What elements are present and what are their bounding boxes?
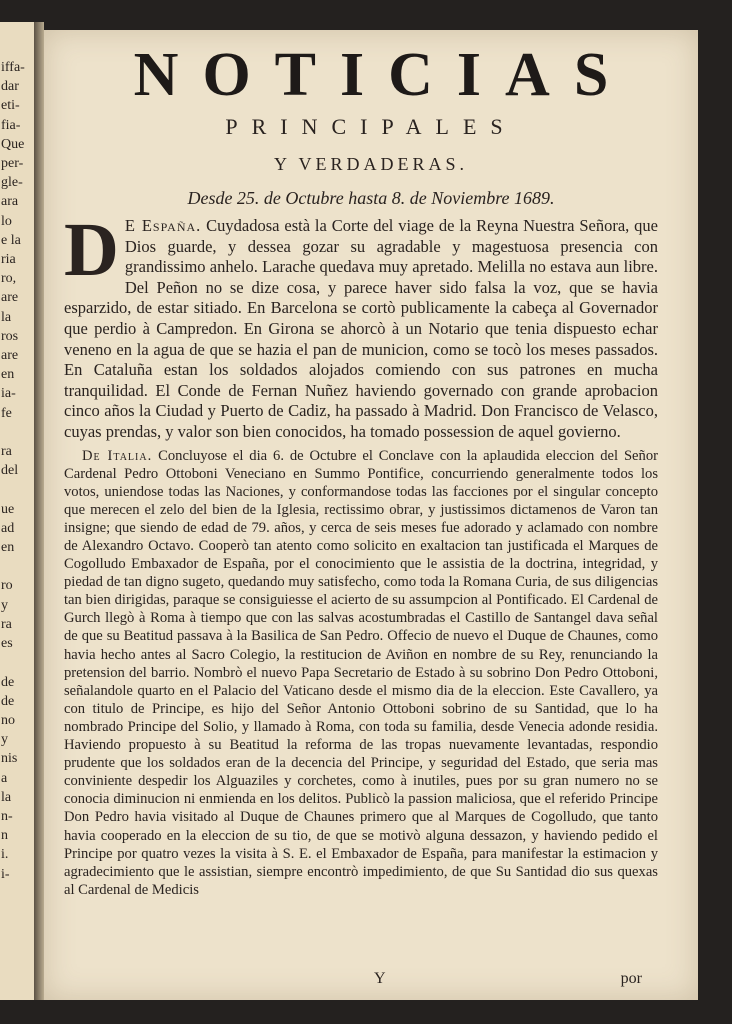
signature-mark: Y: [374, 970, 386, 987]
italy-paragraph: [64, 447, 658, 899]
spain-text: Cuydadosa està la Corte del viage de la Reyna Nuestra Señora, que Dios guarde, y dessea gozar su agradable y magestuosa presencia con grandissimo anhelo. Larache quedava muy apretado. Melilla no estava aun libre. Del Peñon no se dize cosa, y parece haver sido falsa la voz, que se havia esparzido, de estar sitiado. En Barcelona se cortò publicamente la cabeça al Governador que perdio à Campredon. En Girona se ahorcò à un Notario que tenia dispuesto echar veneno en la agua de que se hazia el pan de municion, como se tocò los meses passados. En Cataluña estan los soldados alojados comiendo con sus patrones en mucha tranquilidad. El Conde de Fernan Nuñez haviendo governado con grande aprobacion cinco años la Ciudad y Puerto de Cadiz, ha passado à Madrid. Don Francisco de Velasco, cuyas prendas, y valor son bien conocidos, ha tomado possession de aquel govierno.: [64, 216, 658, 441]
gazette-page: [44, 30, 698, 1000]
spain-paragraph: [64, 208, 658, 443]
article-body: [64, 208, 658, 913]
masthead-title: NOTICIAS: [133, 41, 633, 109]
dateline: Desde 25. de Octubre hasta 8. de Noviembre 1689.: [187, 188, 555, 208]
drop-cap: D: [64, 208, 119, 292]
facing-page-edge: [0, 22, 37, 1000]
facing-page-fragments: iffa- dar eti- fia- Que per- gle- ara lo e la ria ro, are la ros are en ia- fe ra del ue ad en ro y ra es de de no y nis a la n- n i. i-: [1, 60, 25, 882]
italy-heading: De Italia.: [82, 447, 153, 464]
masthead-subtitle: PRINCIPALES: [225, 114, 517, 139]
spain-heading: E España.: [124, 216, 202, 235]
catchword: por: [620, 970, 642, 987]
page-footer: [44, 970, 698, 994]
italy-text: Concluyose el dia 6. de Octubre el Conclave con la aplaudida eleccion del Señor Cardenal Pedro Ottoboni Veneciano en Summo Pontifice, concurriendo generalmente todos los votos, uniendose todas las Naciones, y conformandose todas las facciones por el singular concepto que merecen el zelo del bien de la Iglesia, rectissimo obrar, y justissimos dictamenos de Varon tan insigne; que siendo de edad de 79. años, y cerca de seis meses fue adorado y aclamado con nombre de Alexandro Octavo. Cooperò tan atento como solicito en exaltacion tan justificada el Marques de Cogolludo Embaxador de España, por el conocimiento que le assistia de la doctrina, integridad, y piedad de tan digno sugeto, quedando muy satisfecho, como toda la Romana Curia, de sus diligencias tan bien dirigidas, paraque se consiguiesse el acierto de su assumpcion al Pontificado. El Cardenal de Gurch llegò à Roma à tiempo que con las salvas acostumbradas el Castillo de Santangel dava señal de que su Beatitud passava à la Basilica de San Pedro. Offecio de nuevo el Duque de Chaunes, como havia hecho antes al Sacro Colegio, la restitucion de Aviñon en nombre de su Rey, renunciando la pretension del barrio. Nombrò el nuevo Papa Secretario de Estado à su sobrino Don Pedro Ottoboni, señalandole quarto en el Palacio del Vaticano desde el mismo dia de la eleccion. Este Cavallero, ya con titulo de Principe, es hijo del Señor Antonio Ottoboni sobrino de su Santidad, que lo ha nombrado Principe del Solio, y llamado à Roma, con toda su familia, desde Venecia adonde residia. Haviendo propuesto à su Beatitud la reforma de las tropas nuevamente levantadas, respondio prudente que los soldados eran de la decencia del Principe, y seguridad del Estado, que seria mas conviniente despedir los Alguaziles y corchetes, como à inutiles, pues por su gran numero no se conocia diminucion ni enmienda en los delitos. Publicò la passion maliciosa, que el referido Principe Don Pedro havia visitado al Duque de Chaunes primero que al Marques de Cogolludo, que tanto havia cooperado en la eleccion de su tio, de que se motivò alguna dessazon, y haviendo pedido el Principe por quatro vezes la visita à S. E. el Embaxador de España, para manifestar la estimacion y agradecimiento que le assistian, siempre encontrò impedimiento, de que Su Santidad dio sus quexas al Cardenal de Medicis: [64, 447, 658, 898]
masthead-subtitle-2: Y VERDADERAS.: [273, 154, 468, 174]
book-gutter: [34, 22, 44, 1000]
